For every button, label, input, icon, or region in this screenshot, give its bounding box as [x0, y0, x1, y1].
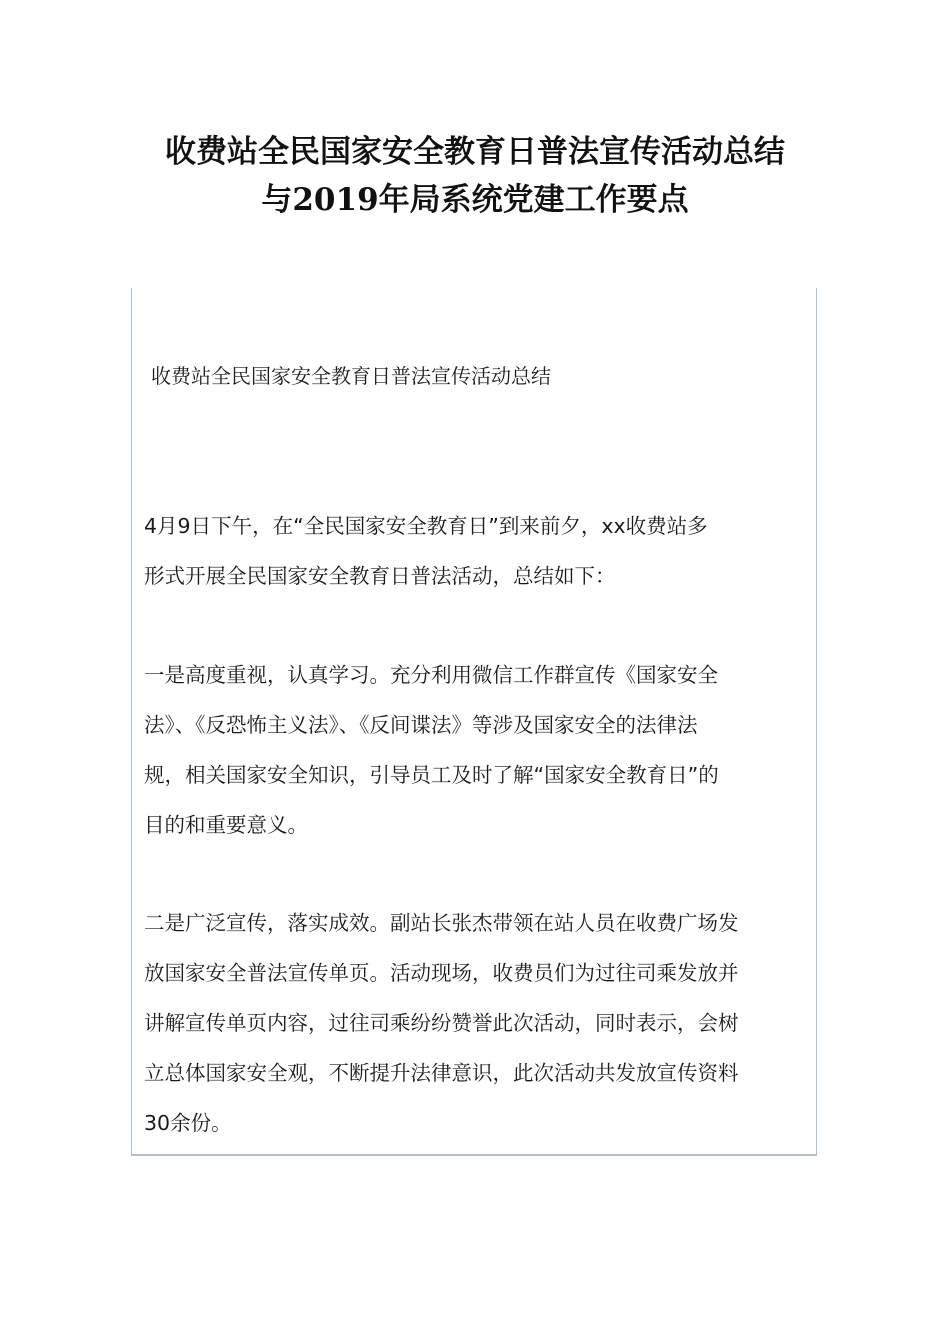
paragraph-line: 规，相关国家安全知识，引导员工及时了解“国家安全教育日”的 — [144, 763, 719, 787]
paragraph-line: 二是广泛宣传，落实成效。副站长张杰带领在站人员在收费广场发 — [144, 911, 739, 935]
paragraph-line: 30余份。 — [144, 1111, 232, 1135]
paragraph-line: 立总体国家安全观，不断提升法律意识，此次活动共发放宣传资料 — [144, 1061, 739, 1085]
paragraph-line: 形式开展全民国家安全教育日普法活动，总结如下： — [144, 564, 616, 588]
paragraph-line: 一是高度重视，认真学习。充分利用微信工作群宣传《国家安全 — [144, 663, 718, 687]
section-heading: 收费站全民国家安全教育日普法宣传活动总结 — [151, 364, 551, 388]
paragraph-point-two — [144, 898, 804, 1148]
paragraph-line: 法》、《反恐怖主义法》、《反间谍法》等涉及国家安全的法律法 — [144, 713, 698, 737]
paragraph-line: 讲解宣传单页内容，过往司乘纷纷赞誉此次活动，同时表示，会树 — [144, 1011, 739, 1035]
title-line-1: 收费站全民国家安全教育日普法宣传活动总结 — [165, 134, 785, 170]
document-title — [0, 128, 950, 224]
paragraph-line: 目的和重要意义。 — [144, 813, 308, 837]
paragraph-line: 放国家安全普法宣传单页。活动现场，收费员们为过往司乘发放并 — [144, 961, 739, 985]
paragraph-intro — [144, 501, 804, 601]
title-line-2: 与2019年局系统党建工作要点 — [261, 182, 689, 218]
paragraph-point-one — [144, 650, 804, 850]
paragraph-line: 4月9日下午，在“全民国家安全教育日”到来前夕，xx收费站多 — [144, 514, 708, 538]
